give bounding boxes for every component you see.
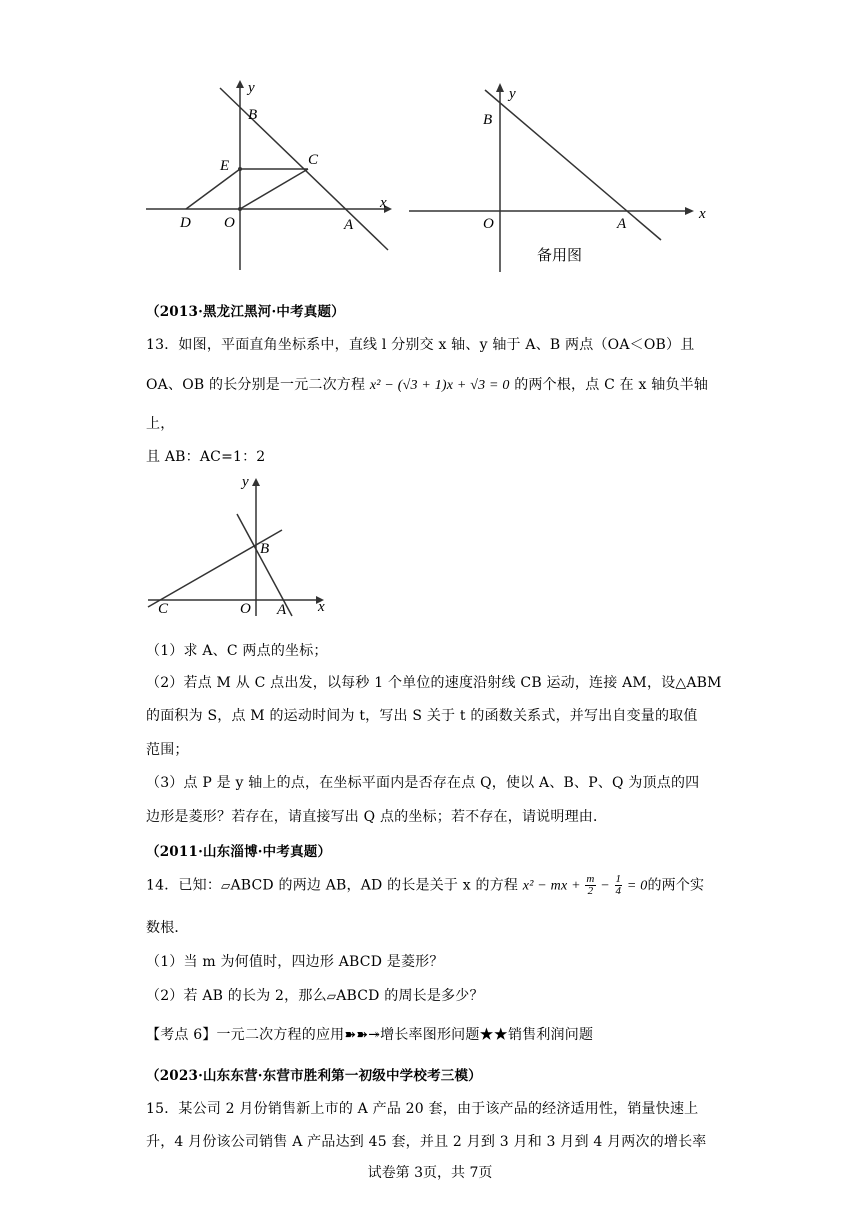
fraction-denominator: 4 <box>615 885 622 897</box>
q13-line2 <box>146 374 708 394</box>
source-2011: （2011·山东淄博·中考真题） <box>146 844 332 860</box>
label-y: y <box>509 86 516 102</box>
fraction-numerator: m <box>586 873 595 885</box>
q14-eq-right: = 0 <box>626 878 648 894</box>
label-x: x <box>380 195 387 211</box>
label-a: A <box>344 217 354 233</box>
label-c: C <box>308 152 319 168</box>
q14-line1-b: ABCD 的两边 AB，AD 的长是关于 x 的方程 <box>230 877 519 894</box>
segment-de <box>186 169 240 209</box>
q13-part2-line3: 范围； <box>146 742 189 758</box>
q15-line1: 15．某公司 2 月份销售新上市的 A 产品 20 套，由于该产品的经济适用性，销量快速上 <box>146 1101 699 1117</box>
q14-part2-a: （2）若 AB 的长为 2，那么 <box>146 988 327 1004</box>
q13-line1: 13．如图，平面直角坐标系中，直线 l 分别交 x 轴、y 轴于 A、B 两点（OA＜OB）且 <box>146 337 695 353</box>
figure-1 <box>140 78 400 278</box>
label-x: x <box>699 206 706 222</box>
label-c: C <box>158 601 169 617</box>
q15-line2: 升，4 月份该公司销售 A 产品达到 45 套，并且 2 月到 3 月和 3 月到 4 月两次的增长率 <box>146 1134 707 1150</box>
source-2013: （2013·黑龙江黑河·中考真题） <box>146 304 345 320</box>
label-y: y <box>242 474 249 490</box>
q13-equation: x² − (√3 + 1)x + √3 = 0 <box>369 378 510 393</box>
label-y: y <box>248 80 255 96</box>
label-a: A <box>277 602 287 618</box>
label-d: D <box>180 215 191 231</box>
fraction-1-over-4 <box>615 874 623 897</box>
label-b: B <box>483 112 493 128</box>
q13-line3: 上， <box>146 416 175 432</box>
label-b: B <box>260 541 270 557</box>
q14-part2-b: ABCD 的周长是多少？ <box>336 988 484 1004</box>
fraction-m-over-2 <box>585 874 595 897</box>
label-a: A <box>617 216 627 232</box>
figure-caption: 备用图 <box>537 246 583 264</box>
label-o: O <box>240 601 251 617</box>
label-e: E <box>220 158 230 174</box>
label-o: O <box>483 216 494 232</box>
fraction-denominator: 2 <box>587 885 594 897</box>
section-heading-6: 【考点 6】一元二次方程的应用➽➽↠增长率图形问题★★销售利润问题 <box>146 1027 594 1043</box>
figure-2 <box>405 80 715 276</box>
segment-oc <box>240 169 308 209</box>
page-footer: 试卷第 3页，共 7页 <box>367 1165 493 1181</box>
q14-part2 <box>146 985 484 1005</box>
figure-3 <box>146 474 336 620</box>
q13-line2-a: OA、OB 的长分别是一元二次方程 <box>146 377 366 393</box>
parallelogram-symbol: ▱ <box>221 878 231 893</box>
q14-line1-a: 14．已知： <box>146 877 222 894</box>
source-2023: （2023·山东东营·东营市胜利第一初级中学校考三模） <box>146 1068 482 1084</box>
q13-line4: 且 AB：AC=1：2 <box>146 449 266 465</box>
q13-part3-line1: （3）点 P 是 y 轴上的点，在坐标平面内是否存在点 Q，使以 A、B、P、Q 为顶点的四 <box>146 775 700 791</box>
q14-eq-left: x² − mx + <box>522 878 581 894</box>
q14-line2: 数根． <box>146 920 189 936</box>
q14-minus: − <box>600 878 610 894</box>
line-ab <box>485 90 661 240</box>
q14-line1-c: 的两个实 <box>647 877 705 894</box>
q14-part1: （1）当 m 为何值时，四边形 ABCD 是菱形？ <box>146 954 444 970</box>
q14-line1 <box>146 874 704 897</box>
fraction-numerator: 1 <box>615 873 622 885</box>
label-b: B <box>248 107 258 123</box>
q13-line2-b: 的两个根，点 C 在 x 轴负半轴 <box>514 377 709 393</box>
q13-part1: （1）求 A、C 两点的坐标； <box>146 643 328 659</box>
label-o: O <box>224 215 235 231</box>
label-x: x <box>318 599 325 615</box>
parallelogram-symbol: ▱ <box>326 989 337 1003</box>
q13-part3-line2: 边形是菱形？若存在，请直接写出 Q 点的坐标；若不存在，请说明理由． <box>146 809 608 825</box>
q13-part2-line2: 的面积为 S，点 M 的运动时间为 t，写出 S 关于 t 的函数关系式，并写出自变量的取值 <box>146 708 698 724</box>
q13-part2-line1: （2）若点 M 从 C 点出发，以每秒 1 个单位的速度沿射线 CB 运动，连接 AM，设△ABM <box>146 675 722 691</box>
